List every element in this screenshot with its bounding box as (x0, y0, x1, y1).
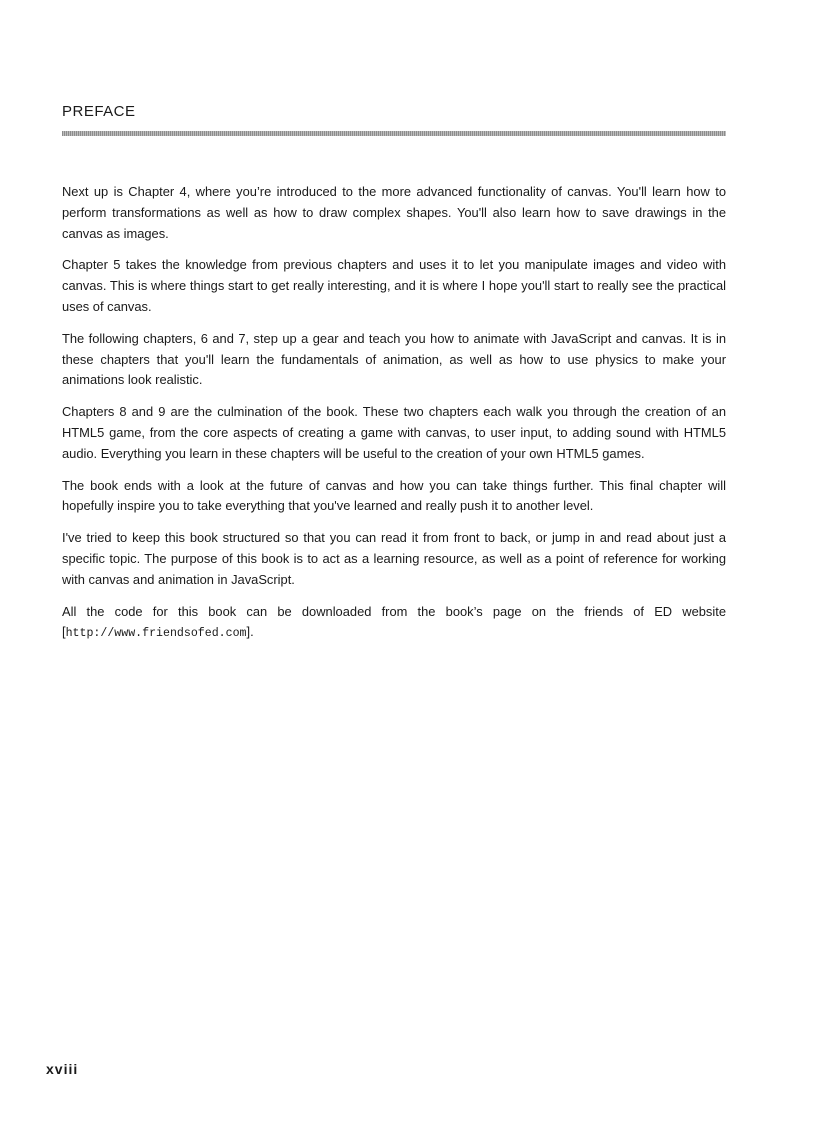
paragraph-chapters-6-7: The following chapters, 6 and 7, step up a gear and teach you how to animate with JavaScript and canvas. It is in these chapters that you'll learn the fundamentals of animation, as well as how to use physics to make your animations look realistic. (62, 330, 726, 388)
paragraph-book-structure: I've tried to keep this book structured so that you can read it from front to back, or jump in and read about just a specific topic. The purpose of this book is to act as a learning resource, as well as a point of reference for working with canvas and animation in JavaScript. (62, 530, 726, 587)
paragraph-chapter-4: Next up is Chapter 4, where you’re introduced to the more advanced functionality of canvas. You'll learn how to perform transformations as well as how to draw complex shapes. You'll also learn how to save drawings in the canvas as images. (62, 184, 726, 241)
paragraph-chapter-5: Chapter 5 takes the knowledge from previous chapters and uses it to let you manipulate images and video with canvas. This is where things start to get really interesting, and it is where I hope you'll start to really see the practical uses of canvas. (62, 257, 726, 314)
download-text-after: ]. (246, 624, 254, 640)
website-url-link[interactable]: http://www.friendsofed.com (65, 627, 247, 641)
paragraph-future-of-canvas: The book ends with a look at the future of canvas and how you can take things further. This final chapter will hopefully inspire you to take everything that you've learned and really push it to another level. (62, 477, 726, 514)
paragraph-code-download (62, 602, 726, 646)
body-text (62, 182, 726, 656)
paragraph-chapters-8-9: Chapters 8 and 9 are the culmination of the book. These two chapters each walk you through the creation of an HTML5 game, from the core aspects of creating a game with canvas, to user input, to adding sound with HTML5 audio. Everything you learn in these chapters will be useful to the creation of your own HTML5 games. (62, 404, 726, 461)
running-head: PREFACE (62, 103, 136, 120)
header-rule (62, 131, 726, 136)
download-text-before: All the code for this book can be downloaded from the book’s page on the friends of ED website [ (62, 603, 726, 640)
page-number: xviii (46, 1061, 79, 1077)
